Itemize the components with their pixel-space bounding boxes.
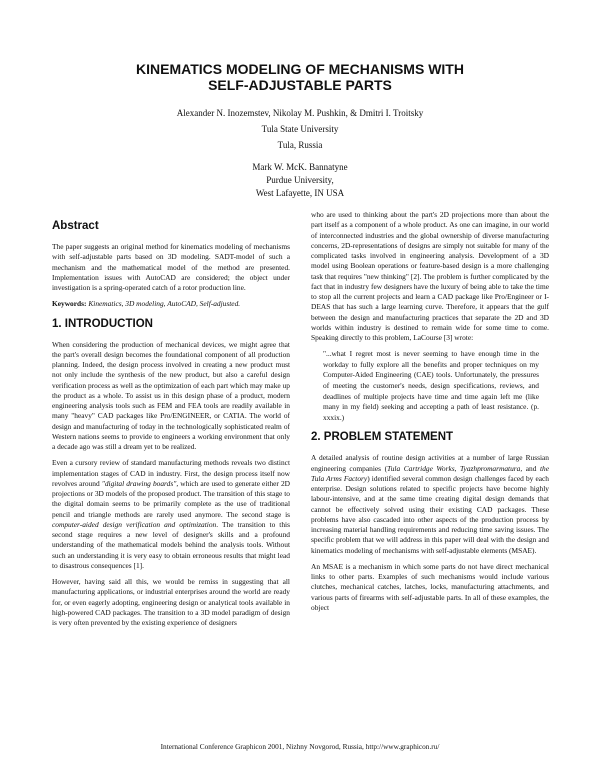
author2-name: Mark W. McK. Bannatyne bbox=[252, 162, 348, 172]
intro-p2-part-c: . The transition to this second stage requires a new level of designer's skills and a profound understanding of the mathematical models behind the analysis tools. Without such an understanding it is very easy to obtain erroneous results that might lead to disastrous consequences [1]. bbox=[52, 519, 290, 570]
intro-p2-part-b: , which are used to generate either 2D projections or 3D models of the proposed product. The transition of this stage to the digital domain seems to be primarily complete as the use of traditional pencil and triangle methods are rarely used anymore. The second stage is bbox=[52, 478, 290, 519]
author2-university: Purdue University, bbox=[266, 175, 334, 185]
author2-location: West Lafayette, IN USA bbox=[255, 188, 345, 198]
keywords-label: Keywords: bbox=[52, 299, 87, 309]
problem-p1-emphasis-2: the Tula Arms Factory bbox=[311, 463, 549, 483]
conference-footer: International Conference Graphicon 2001, Nizhny Novgorod, Russia, http://www.graphicon.ru/ bbox=[160, 742, 440, 751]
title-line-2: SELF-ADJUSTABLE PARTS bbox=[208, 77, 392, 93]
author-block-purdue bbox=[60, 161, 540, 200]
lacourse-quote: "...what I regret most is never seeming to have enough time in the workday to fully explore all the benefits and proper techniques on my Computer-Aided Engineering (CAE) tools. Unfortunately, the pressures of meeting the customer's needs, design specifications, reviews, and deadlines of multiple projects have time and time again left me (like many in my field) seeking and accepting a path of least resistance. (p. xxxix.) bbox=[323, 349, 539, 422]
intro-paragraph-2 bbox=[52, 458, 290, 571]
problem-p1-part-c: ) identified several common design challenges faced by each enterprise. Design solutions related to specific projects have become highly labour-intensive, and at the same time creating digital design demands that cannot be effectively solved using their existing CAD packages. These problems have also cascaded into other aspects of the production process by increasing material handling requirements and reducing time saving issues. The specific problem that we will address in this paper will deal with the design and kinematics modeling of mechanisms with self-adjustable elements (MSAE). bbox=[311, 473, 549, 555]
author-block-tula bbox=[60, 105, 540, 153]
author-names: Alexander N. Inozemstev, Nikolay M. Pushkin, & Dmitri I. Troitsky bbox=[176, 108, 424, 118]
problem-p1-emphasis-1: Tula Cartridge Works, Tyazhpromarmatura, bbox=[387, 463, 523, 473]
author-location: Tula, Russia bbox=[277, 140, 323, 150]
problem-paragraph-2: An MSAE is a mechanism in which some parts do not have direct mechanical links to other parts. Examples of such mechanisms would include various clutches, mechanical catches, latches, locks, manufacturing attachments, and various parts of firearms with self-adjustable parts. In all of these examples, the object bbox=[311, 561, 549, 612]
intro-p2-part-a: Even a cursory review of standard manufacturing methods reveals two distinct implementation stages of CAD in industry. First, the design process itself now revolves around bbox=[52, 458, 290, 488]
right-column bbox=[311, 210, 549, 619]
intro-paragraph-3: However, having said all this, we would be remiss in suggesting that all manufacturing applications, or industrial enterprises around the world are ready for, or even eagerly adopting, engineering design or analytical tools available in high-powered CAD packages. The transition to a 3D model paradigm of design is very often prevented by the existing experience of designers bbox=[52, 577, 290, 627]
problem-p1-part-a: A detailed analysis of routine design activities at a number of large Russian engineering companies ( bbox=[311, 453, 549, 473]
keywords bbox=[52, 299, 290, 309]
abstract-heading: Abstract bbox=[52, 220, 99, 232]
abstract-text: The paper suggests an original method for kinematics modeling of mechanisms with self-adjustable parts based on 3D modeling. SADT-model of such a mechanism and the mathematical model of the method are presented. Implementation issues with AutoCAD are considered; the object under investigation is a spring-operated catch of a rotor production line. bbox=[52, 242, 290, 292]
keywords-list: Kinematics, 3D modeling, AutoCAD, Self-adjusted. bbox=[86, 299, 241, 309]
introduction-heading: 1. INTRODUCTION bbox=[52, 317, 153, 330]
title-line-1: KINEMATICS MODELING OF MECHANISMS WITH bbox=[136, 61, 464, 77]
author-university: Tula State University bbox=[261, 124, 339, 134]
problem-statement-heading: 2. PROBLEM STATEMENT bbox=[311, 431, 454, 444]
left-column bbox=[52, 214, 290, 634]
intro-paragraph-1: When considering the production of mechanical devices, we might agree that the part's overall design becomes the foundational component of all production planning. Indeed, the design process involved in creating a new product must not only include the synthesis of the new product, but also a careful design verification process as well as the optimization of each part which may make up the product as a whole. To assist us in this design phase of a product, modern engineering analysis tools such as FEM and FEA tools are readily available in many "heavy" CAD packages like Pro/ENGINEER, or CATIA. The world of design and manufacturing of today in the technologically sophisticated realm of Western nations seems to provide to engineers a working environment that only a decade ago was still a dream yet to be realized. bbox=[52, 339, 290, 451]
intro-p2-emphasis-1: "digital drawing boards" bbox=[101, 478, 177, 488]
right-paragraph-1: who are used to thinking about the part's 2D projections more than about the part itself as a component of a whole product. As one can imagine, in our world of interconnected industries and the global ownership of diverse manufacturing concerns, 2D-representations of designs are simply not suitable for many of the complicated tasks involved in engineering analysis. Development of a 3D model using Boolean operations or feature-based design is a more challenging task that requires "new thinking" [2]. The problem is further complicated by the fact that in industry few designers have the luxury of being able to take the time to stop all the current projects and learn a CAD package like Pro/Engineer or I-DEAS that has such a large learning curve. Therefore, it appears that the gulf between the design and manufacturing practices that separate the 2D and 3D worlds within industry is destined to remain wide for some time to come. Speaking directly to this problem, LaCourse [3] wrote: bbox=[311, 210, 549, 342]
intro-p2-emphasis-2: computer-aided design verification and optimization bbox=[52, 519, 217, 529]
paper-title bbox=[60, 61, 540, 93]
problem-paragraph-1 bbox=[311, 453, 549, 556]
problem-p1-part-b: and bbox=[522, 463, 540, 473]
